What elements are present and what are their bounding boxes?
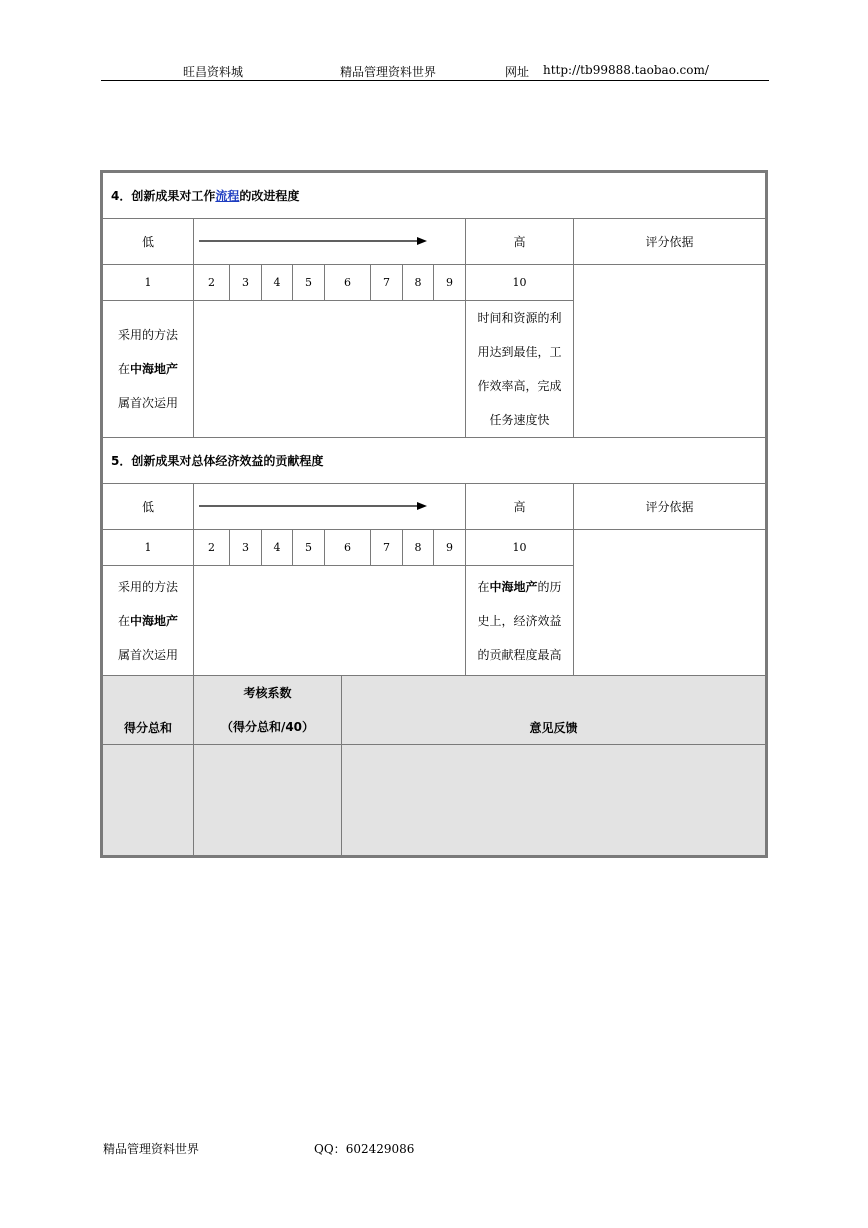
section5-high-line1: 在中海地产的历: [477, 579, 562, 594]
section4-score-4[interactable]: 4: [261, 264, 293, 301]
header-url-label: 网址: [505, 65, 530, 79]
section5-low-description: [102, 565, 194, 676]
section4-basis-label: 评分依据: [573, 218, 766, 265]
footer-qq: [314, 1140, 414, 1157]
section4-low-description: [102, 300, 194, 438]
section4-score-2[interactable]: 2: [193, 264, 230, 301]
feedback-input[interactable]: [341, 744, 766, 856]
header-divider: [101, 80, 769, 81]
section5-low-line2: 在中海地产: [117, 613, 179, 628]
section4-high-line1: 时间和资源的利: [477, 311, 562, 325]
section5-high-label: 高: [465, 483, 574, 530]
section4-score-8[interactable]: 8: [402, 264, 434, 301]
section4-arrow-icon: [198, 235, 438, 247]
section5-high-description: [465, 565, 574, 676]
section4-low-line1: 采用的方法: [117, 328, 178, 342]
section4-high-line4: 任务速度快: [489, 413, 550, 427]
total-score-label: 得分总和: [102, 675, 194, 745]
total-score-input[interactable]: [102, 744, 194, 856]
section4-score-5[interactable]: 5: [292, 264, 325, 301]
coefficient-title: 考核系数: [243, 686, 292, 700]
section5-high-line2: 史上，经济效益: [477, 613, 562, 628]
section5-score-3[interactable]: 3: [229, 529, 262, 566]
section5-title: 5．创新成果对总体经济效益的贡献程度: [102, 437, 766, 484]
footer-slogan: 精品管理资料世界: [103, 1142, 200, 1156]
section5-basis-label: 评分依据: [573, 483, 766, 530]
section5-score-10[interactable]: 10: [465, 529, 574, 566]
section4-high-line2: 用达到最佳，工: [477, 345, 562, 359]
feedback-label: 意见反馈: [341, 675, 766, 745]
section4-low-label: 低: [102, 218, 194, 265]
coefficient-label: [193, 675, 342, 745]
section4-score-6[interactable]: 6: [324, 264, 371, 301]
section4-title-suffix: 的改进程度: [239, 189, 300, 203]
section5-score-9[interactable]: 9: [433, 529, 466, 566]
section4-score-7[interactable]: 7: [370, 264, 403, 301]
section4-score-3[interactable]: 3: [229, 264, 262, 301]
section4-high-line3: 作效率高，完成: [477, 379, 562, 393]
section5-basis-input[interactable]: [573, 529, 766, 676]
section4-score-10[interactable]: 10: [465, 264, 574, 301]
section5-score-2[interactable]: 2: [193, 529, 230, 566]
coefficient-formula: （得分总和/40）: [220, 720, 315, 734]
section4-low-line2: 在中海地产: [117, 362, 179, 376]
section4-scale-arrow-cell: [193, 218, 466, 265]
section5-low-line3: 属首次运用: [117, 647, 178, 662]
section5-low-line1: 采用的方法: [117, 579, 178, 594]
section5-middle-blank: [193, 565, 466, 676]
section5-score-8[interactable]: 8: [402, 529, 434, 566]
section5-score-1[interactable]: 1: [102, 529, 194, 566]
section4-high-label: 高: [465, 218, 574, 265]
section5-score-7[interactable]: 7: [370, 529, 403, 566]
footer-qq-label: QQ：: [314, 1142, 346, 1156]
section4-title: [102, 172, 766, 219]
section4-low-line3: 属首次运用: [117, 396, 178, 410]
section4-high-description: [465, 300, 574, 438]
section5-score-6[interactable]: 6: [324, 529, 371, 566]
footer-qq-number: 602429086: [345, 1142, 415, 1156]
section5-score-5[interactable]: 5: [292, 529, 325, 566]
section4-score-9[interactable]: 9: [433, 264, 466, 301]
section4-process-link[interactable]: 流程: [215, 189, 240, 203]
section4-score-1[interactable]: 1: [102, 264, 194, 301]
section5-low-label: 低: [102, 483, 194, 530]
section5-scale-arrow-cell: [193, 483, 466, 530]
header-slogan: 精品管理资料世界: [340, 65, 437, 79]
header-url[interactable]: http://tb99888.taobao.com/: [543, 63, 709, 77]
section5-score-4[interactable]: 4: [261, 529, 293, 566]
header-company: 旺昌资料城: [183, 65, 244, 79]
section4-title-prefix: 4．创新成果对工作: [111, 189, 216, 203]
section5-high-line3: 的贡献程度最高: [477, 647, 562, 662]
coefficient-input[interactable]: [193, 744, 342, 856]
section4-middle-blank: [193, 300, 466, 438]
section4-basis-input[interactable]: [573, 264, 766, 438]
section5-arrow-icon: [198, 500, 438, 512]
